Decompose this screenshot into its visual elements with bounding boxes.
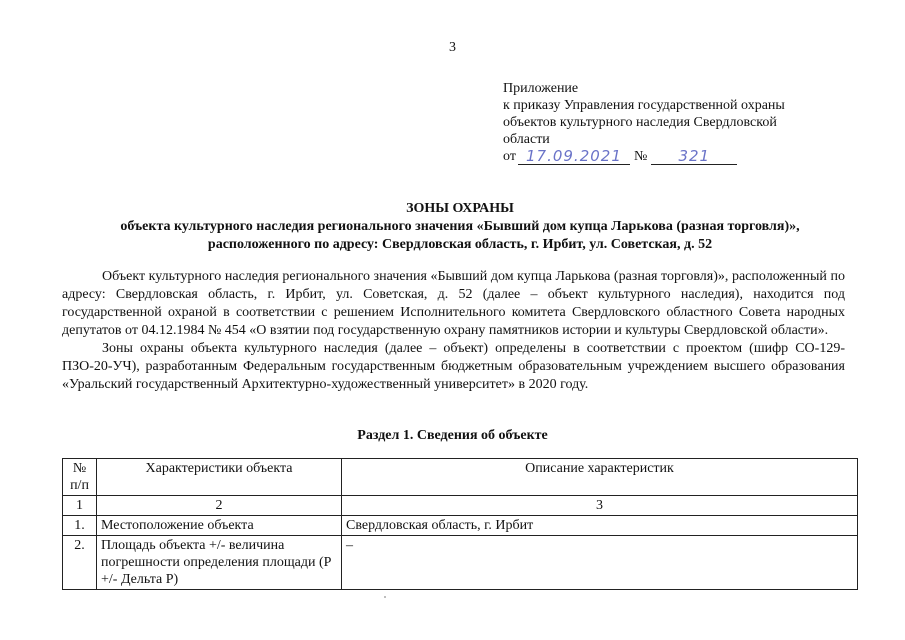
column-number: 1 — [63, 496, 97, 516]
row-number: 2. — [63, 536, 97, 590]
handwritten-number: 321 — [651, 148, 737, 165]
column-number: 3 — [342, 496, 858, 516]
appendix-line: области — [503, 132, 550, 147]
column-number-row — [63, 496, 858, 516]
body-text — [62, 268, 845, 394]
row-description: – — [342, 536, 858, 590]
appendix-line: объектов культурного наследия Свердловской — [503, 115, 777, 130]
title-line: расположенного по адресу: Свердловская область, г. Ирбит, ул. Советская, д. 52 — [207, 237, 713, 252]
page-number: 3 — [449, 40, 456, 55]
handwritten-date: 17.09.2021 — [518, 148, 630, 165]
document-title — [60, 200, 860, 254]
appendix-line: к приказу Управления государственной охраны — [503, 98, 785, 113]
paragraph: Зоны охраны объекта культурного наследия (далее – объект) определены в соответствии с проектом (шифр СО-129-ПЗО-20-УЧ), разработанным Федеральным государственным бюджетным образовательным учреждением высшего образования «Уральский государственный Архитектурно-художественный университет» в 2020 году. — [62, 341, 845, 392]
section-title: Раздел 1. Сведения об объекте — [357, 428, 548, 443]
row-description: Свердловская область, г. Ирбит — [342, 516, 858, 536]
header-cell-description: Описание характеристик — [342, 459, 858, 496]
title-line: ЗОНЫ ОХРАНЫ — [406, 201, 514, 216]
header-cell-number: № п/п — [63, 459, 97, 496]
column-number: 2 — [97, 496, 342, 516]
number-prefix: № — [633, 149, 648, 164]
appendix-block — [503, 80, 833, 165]
appendix-line: Приложение — [503, 81, 579, 96]
row-characteristic: Местоположение объекта — [97, 516, 342, 536]
table-row — [63, 516, 858, 536]
table-header-row — [63, 459, 858, 496]
date-prefix: от — [503, 149, 516, 164]
table-row — [63, 536, 858, 590]
title-line: объекта культурного наследия регионального значения «Бывший дом купца Ларькова (разная торговля)», — [120, 219, 800, 234]
object-info-table — [62, 458, 858, 590]
row-characteristic: Площадь объекта +/- величина погрешности определения площади (P +/- Дельта P) — [97, 536, 342, 590]
row-number: 1. — [63, 516, 97, 536]
scan-speck — [384, 596, 386, 598]
order-date-number-row — [503, 148, 833, 165]
header-cell-characteristic: Характеристики объекта — [97, 459, 342, 496]
paragraph: Объект культурного наследия регионального значения «Бывший дом купца Ларькова (разная торговля)», расположенный по адресу: Свердловская область, г. Ирбит, ул. Советская, д. 52 (далее – объект культурного наследия), находится под государственной охраной в соответствии с решением Исполнительного комитета Свердловского областного Совета народных депутатов от 04.12.1984 № 454 «О взятии под государственную охрану памятников истории и культуры Свердловской области». — [62, 269, 845, 338]
